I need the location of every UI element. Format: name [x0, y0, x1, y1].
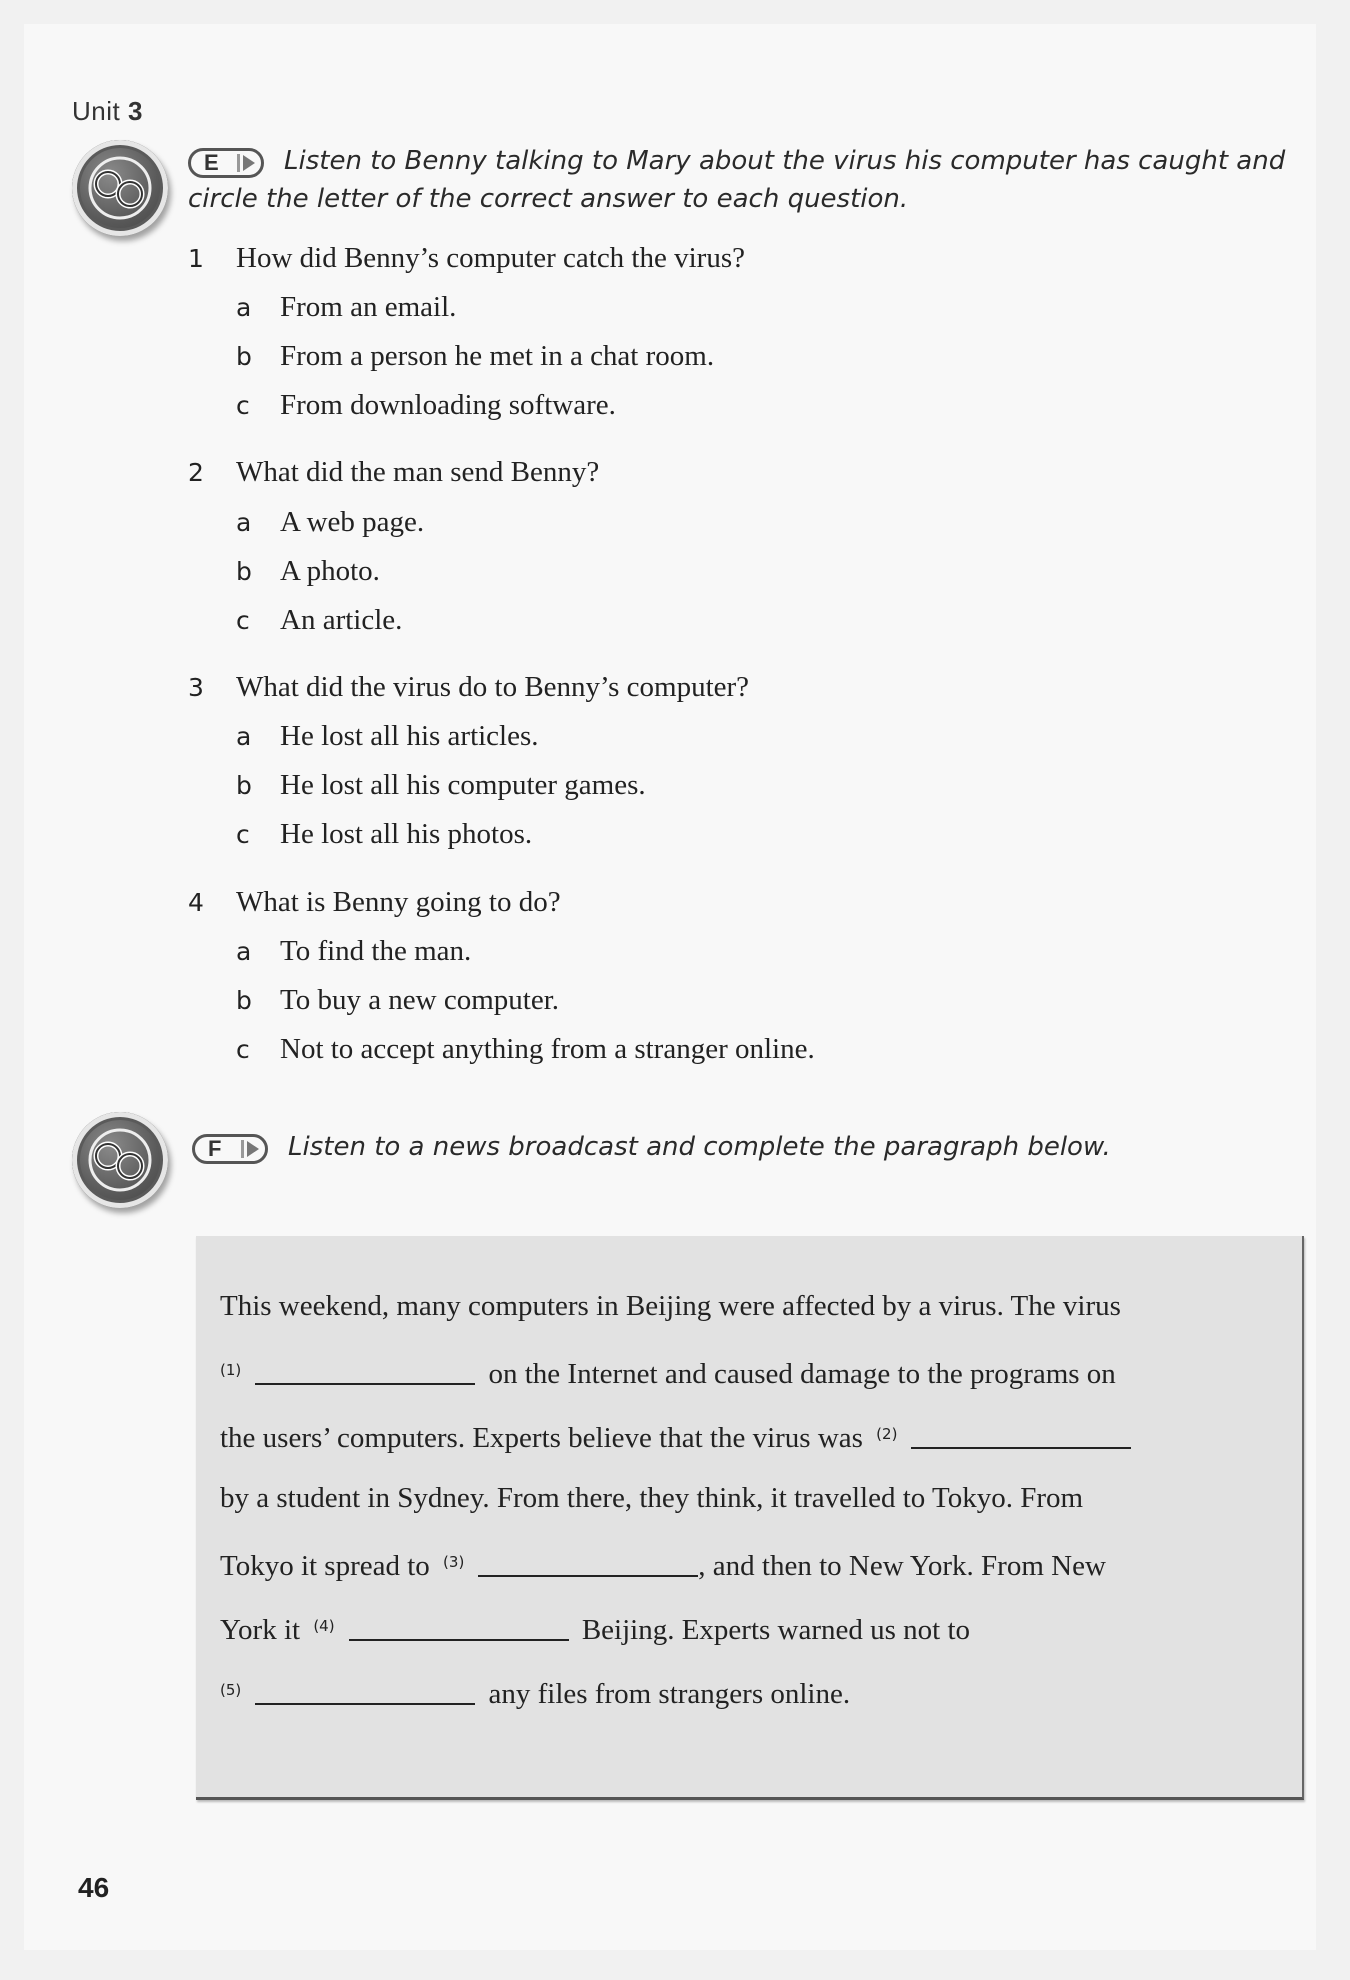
- blank-4[interactable]: [349, 1613, 569, 1641]
- question-2: 2 What did the man send Benny?: [188, 456, 600, 488]
- paragraph-line-5: Tokyo it spread to $^{(3)}$ , and then to New York. From New: [220, 1550, 1106, 1582]
- paragraph-line-1: This weekend, many computers in Beijing were affected by a virus. The virus: [220, 1290, 1121, 1322]
- option-2c[interactable]: c An article.: [236, 604, 403, 636]
- option-1a[interactable]: a From an email.: [236, 291, 457, 323]
- paragraph-box: [196, 1236, 1304, 1800]
- unit-number: 3: [127, 96, 143, 126]
- exercise-f-badge: F: [192, 1134, 268, 1164]
- option-4c[interactable]: c Not to accept anything from a stranger online.: [236, 1033, 815, 1065]
- blank-3[interactable]: [478, 1549, 698, 1577]
- option-4b[interactable]: b To buy a new computer.: [236, 984, 560, 1016]
- option-1c[interactable]: c From downloading software.: [236, 389, 616, 421]
- cd-audio-icon: [72, 140, 168, 236]
- option-3a[interactable]: a He lost all his articles.: [236, 720, 539, 752]
- page-number: 46: [78, 1872, 110, 1903]
- paragraph-line-4: by a student in Sydney. From there, they think, it travelled to Tokyo. From: [220, 1482, 1084, 1514]
- option-3c[interactable]: c He lost all his photos.: [236, 818, 533, 850]
- blank-5[interactable]: [255, 1677, 475, 1705]
- option-1b[interactable]: b From a person he met in a chat room.: [236, 340, 715, 372]
- question-1: 1 How did Benny’s computer catch the virus?: [188, 242, 745, 274]
- option-4a[interactable]: a To find the man.: [236, 935, 472, 967]
- play-icon: [247, 1141, 259, 1157]
- option-3b[interactable]: b He lost all his computer games.: [236, 769, 646, 801]
- paragraph-line-6: York it $^{(4)}$ Beijing. Experts warned us not to: [220, 1614, 971, 1646]
- paragraph-line-2: $^{(1)}$ on the Internet and caused damage to the programs on: [220, 1358, 1116, 1390]
- play-icon: [243, 155, 255, 171]
- unit-label: [72, 96, 143, 127]
- question-4: 4 What is Benny going to do?: [188, 886, 561, 918]
- exercise-e-instruction-line2: circle the letter of the correct answer to each question.: [188, 184, 909, 214]
- exercise-f-instruction: Listen to a news broadcast and complete the paragraph below.: [288, 1132, 1111, 1162]
- option-2a[interactable]: a A web page.: [236, 506, 425, 538]
- unit-word: Unit: [72, 96, 121, 126]
- paragraph-line-3: the users’ computers. Experts believe that the virus was $^{(2)}$: [220, 1414, 1137, 1458]
- blank-1[interactable]: [255, 1357, 475, 1385]
- blank-2[interactable]: [911, 1421, 1131, 1449]
- exercise-e-badge: E: [188, 148, 264, 178]
- cd-audio-icon: [72, 1112, 168, 1208]
- option-2b[interactable]: b A photo.: [236, 555, 380, 587]
- exercise-e-instruction-line1: Listen to Benny talking to Mary about the virus his computer has caught and: [284, 146, 1286, 176]
- question-3: 3 What did the virus do to Benny’s computer?: [188, 671, 750, 703]
- paragraph-line-7: $^{(5)}$ any files from strangers online.: [220, 1678, 851, 1710]
